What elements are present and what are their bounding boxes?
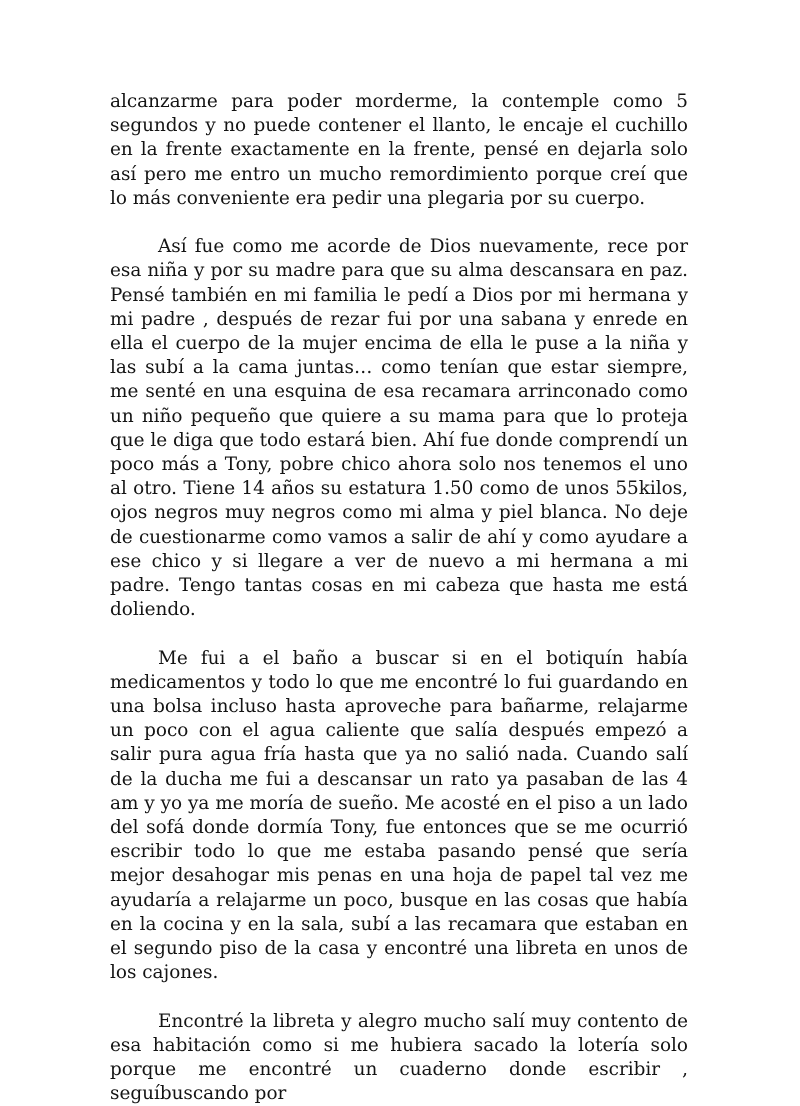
document-page (110, 90, 688, 1106)
paragraph-2: Así fue como me acorde de Dios nuevamente, rece por esa niña y por su madre para que su alma descansara en paz. Pensé también en mi familia le pedí a Dios por mi hermana y mi padre , después de rezar fui por una sabana y enrede en ella el cuerpo de la mujer encima de ella le puse a la niña y las subí a la cama juntas… como tenían que estar siempre, me senté en una esquina de esa recamara arrinconado como un niño pequeño que quiere a su mama para que lo proteja que le diga que todo estará bien. Ahí fue donde comprendí un poco más a Tony, pobre chico ahora solo nos tenemos el uno al otro. Tiene 14 años su estatura 1.50 como de unos 55kilos, ojos negros muy negros como mi alma y piel blanca. No deje de cuestionarme como vamos a salir de ahí y como ayudare a ese chico y si llegare a ver de nuevo a mi hermana a mi padre. Tengo tantas cosas en mi cabeza que hasta me está doliendo. (110, 236, 688, 621)
paragraph-4: Encontré la libreta y alegro mucho salí muy contento de esa habitación como si me hubiera sacado la lotería solo porque me encontré un cuaderno donde escribir , seguíbuscando por (110, 1010, 688, 1105)
paragraph-1: alcanzarme para poder morderme, la contemple como 5 segundos y no puede contener el llanto, le encaje el cuchillo en la frente exactamente en la frente, pensé en dejarla solo así pero me entro un mucho remordimiento porque creí que lo más conveniente era pedir una plegaria por su cuerpo. (110, 91, 688, 209)
paragraph-3: Me fui a el baño a buscar si en el botiquín había medicamentos y todo lo que me encontré lo fui guardando en una bolsa incluso hasta aproveche para bañarme, relajarme un poco con el agua caliente que salía después empezó a salir pura agua fría hasta que ya no salió nada. Cuando salí de la ducha me fui a descansar un rato ya pasaban de las 4 am y yo ya me moría de sueño. Me acosté en el piso a un lado del sofá donde dormía Tony, fue entonces que se me ocurrió escribir todo lo que me estaba pasando pensé que sería mejor desahogar mis penas en una hoja de papel tal vez me ayudaría a relajarme un poco, busque en las cosas que había en la cocina y en la sala, subí a las recamara que estaban en el segundo piso de la casa y encontré una libreta en unos de los cajones. (110, 647, 688, 984)
